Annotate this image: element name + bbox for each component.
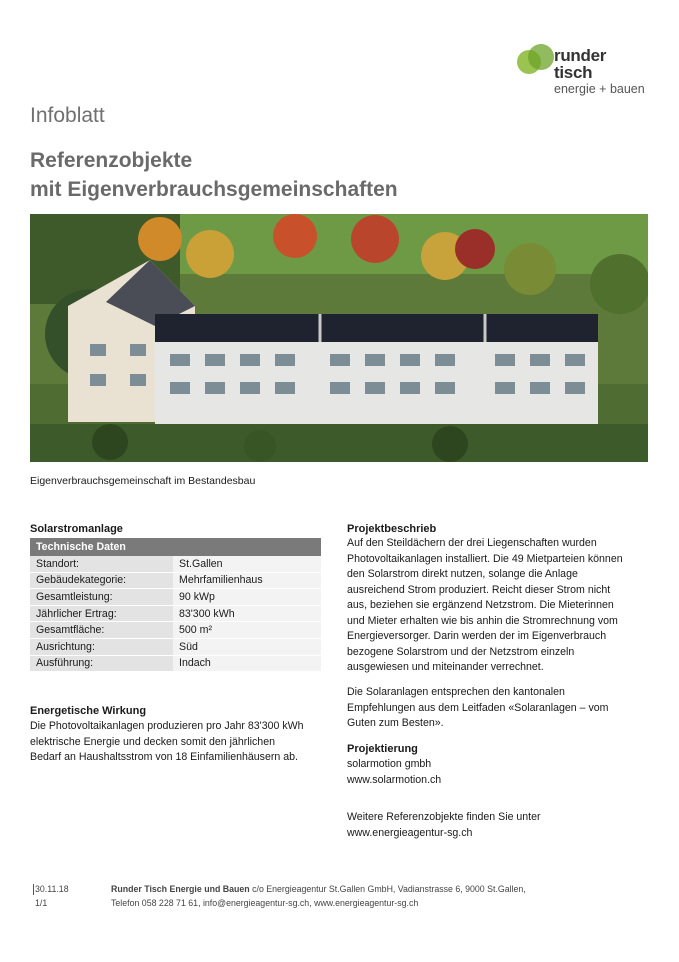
runder-tisch-logo bbox=[517, 44, 657, 99]
row-value: 83'300 kWh bbox=[173, 606, 321, 623]
text-line: Auf den Steildächern der drei Liegenschaften wurden bbox=[347, 537, 597, 549]
page-title bbox=[30, 146, 398, 204]
text-line: Bedarf an Haushaltsstrom von 18 Einfamilienhäusern ab. bbox=[30, 751, 298, 763]
footer-contact: Telefon 058 228 71 61, info@energieagentur-sg.ch, www.energieagentur-sg.ch bbox=[111, 898, 419, 908]
text-line: aus, beziehen sie ergänzend Netzstrom. Die Mieterinnen bbox=[347, 599, 614, 611]
table-row bbox=[30, 639, 321, 656]
row-value: Indach bbox=[173, 656, 321, 673]
document-type: Infoblatt bbox=[30, 104, 105, 127]
more-references bbox=[347, 810, 541, 841]
text-line: ausreichend Strom produziert. Reicht dieser Strom nicht bbox=[347, 583, 611, 596]
energetic-heading: Energetische Wirkung bbox=[30, 705, 147, 717]
photo-caption: Eigenverbrauchsgemeinschaft im Bestandesbau bbox=[30, 475, 256, 487]
row-label: Gesamtfläche: bbox=[30, 622, 173, 639]
logo-line-3: energie + bauen bbox=[554, 82, 645, 96]
logo-line-1: runder bbox=[554, 46, 607, 65]
row-label: Gesamtleistung: bbox=[30, 589, 173, 606]
row-value: 90 kWp bbox=[173, 589, 321, 606]
table-row bbox=[30, 656, 321, 673]
row-value: Süd bbox=[173, 639, 321, 656]
footer-address bbox=[111, 882, 526, 910]
logo-circle-icon bbox=[528, 44, 554, 70]
building-photo bbox=[30, 214, 648, 462]
table-row bbox=[30, 622, 321, 639]
table-row bbox=[30, 606, 321, 623]
planning-company: solarmotion gmbh bbox=[347, 758, 432, 770]
footer-org: Runder Tisch Energie und Bauen bbox=[111, 884, 250, 894]
project-heading: Projektbeschrieb bbox=[347, 523, 437, 535]
text-line: ausgewiesen und miteinander verrechnet. bbox=[347, 661, 544, 673]
title-line-1: Referenzobjekte bbox=[30, 149, 193, 172]
text-line: Die Photovoltaikanlagen produzieren pro Jahr 83'300 kWh bbox=[30, 720, 304, 732]
energetic-text bbox=[30, 719, 304, 766]
footer-page: 1/1 bbox=[35, 898, 48, 908]
row-value: Mehrfamilienhaus bbox=[173, 573, 321, 590]
text-line: elektrische Energie und decken somit den jährlichen bbox=[30, 735, 275, 748]
row-label: Ausführung: bbox=[30, 656, 173, 673]
text-line: und Mieter erhalten wie bis anhin die Stromrechnung vom bbox=[347, 614, 618, 627]
row-label: Jährlicher Ertrag: bbox=[30, 606, 173, 623]
table-row bbox=[30, 573, 321, 590]
more-text: Weitere Referenzobjekte finden Sie unter bbox=[347, 811, 541, 823]
footer-org-rest: c/o Energieagentur St.Gallen GmbH, Vadianstrasse 6, 9000 St.Gallen, bbox=[249, 884, 526, 894]
text-line: Guten zum Besten». bbox=[347, 717, 444, 729]
project-text-2 bbox=[347, 685, 609, 732]
more-link[interactable]: www.energieagentur-sg.ch bbox=[347, 826, 473, 839]
planning-heading: Projektierung bbox=[347, 743, 418, 755]
project-text bbox=[347, 536, 623, 676]
row-label: Gebäudekategorie: bbox=[30, 573, 173, 590]
table-row bbox=[30, 556, 321, 573]
text-line: Energieversorger. Darin werden der im Eigenverbrauch bbox=[347, 630, 607, 642]
row-label: Standort: bbox=[30, 556, 173, 573]
technical-data-table bbox=[30, 538, 321, 672]
logo-line-2: tisch bbox=[554, 63, 593, 82]
table-row bbox=[30, 589, 321, 606]
footer-divider bbox=[33, 884, 34, 895]
text-line: Empfehlungen aus dem Leitfaden «Solaranlagen – vom bbox=[347, 701, 609, 714]
footer-meta bbox=[35, 882, 69, 910]
solar-heading: Solarstromanlage bbox=[30, 523, 123, 535]
footer-line-1 bbox=[111, 882, 526, 896]
row-value: 500 m² bbox=[173, 622, 321, 639]
text-line: Die Solaranlagen entsprechen den kantonalen bbox=[347, 686, 565, 698]
building-photo-image bbox=[30, 214, 648, 462]
text-line: bezogene Solarstrom und der Netzstrom einzeln bbox=[347, 645, 575, 658]
text-line: Photovoltaikanlagen installiert. Die 49 Mietparteien können bbox=[347, 552, 623, 565]
planning-text bbox=[347, 757, 441, 788]
footer-date: 30.11.18 bbox=[35, 884, 69, 894]
planning-link[interactable]: www.solarmotion.ch bbox=[347, 773, 442, 786]
row-value: St.Gallen bbox=[173, 556, 321, 573]
text-line: den Solarstrom direkt nutzen, solange die Anlage bbox=[347, 568, 578, 580]
table-header: Technische Daten bbox=[30, 538, 321, 556]
title-line-2: mit Eigenverbrauchsgemeinschaften bbox=[30, 178, 398, 201]
row-label: Ausrichtung: bbox=[30, 639, 173, 656]
